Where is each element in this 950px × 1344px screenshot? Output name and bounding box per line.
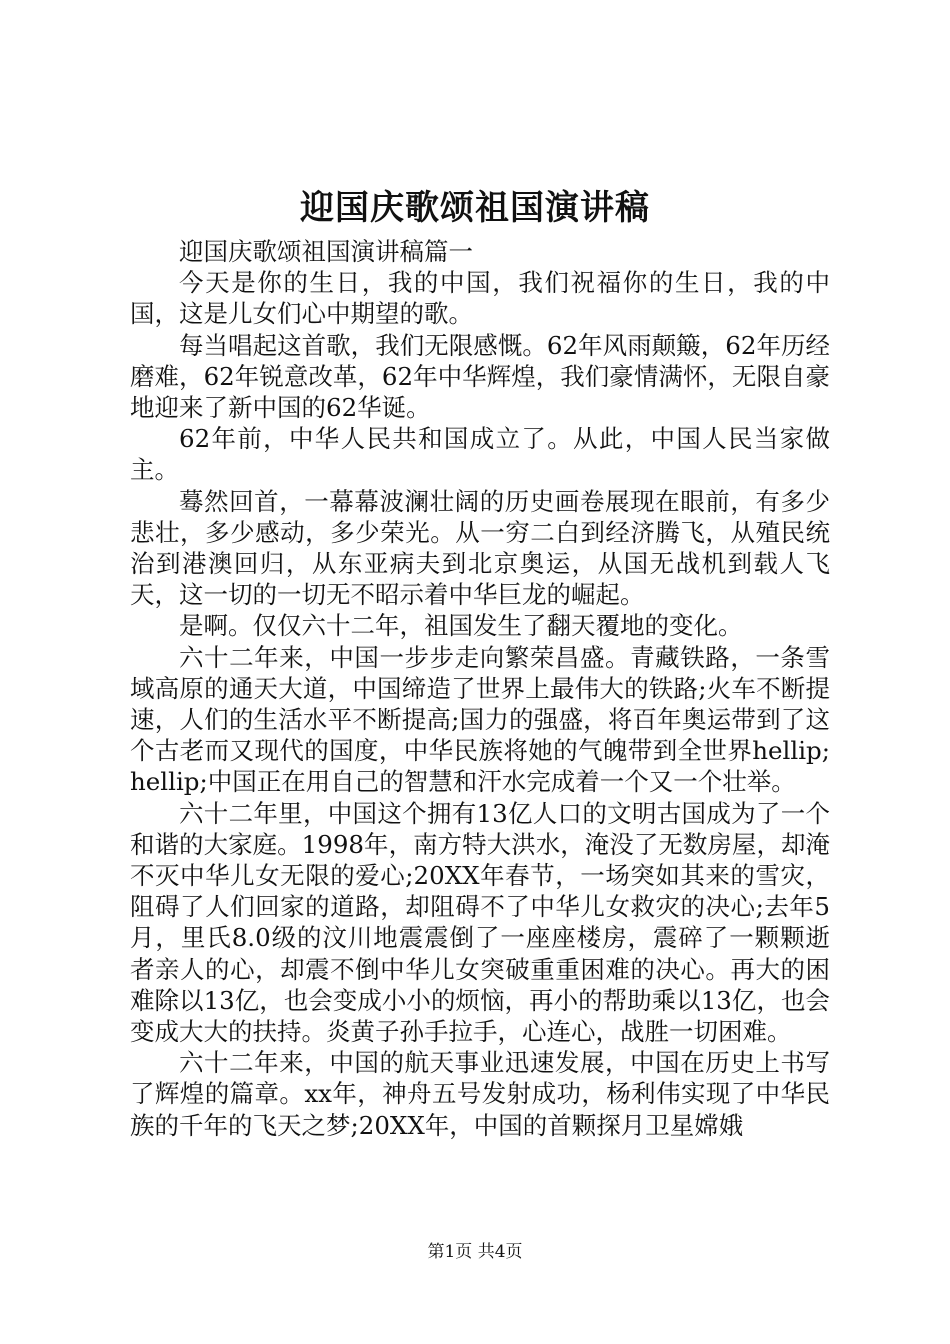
paragraph: 今天是你的生日，我的中国，我们祝福你的生日，我的中国，这是儿女们心中期望的歌。 (130, 268, 830, 329)
paragraph: 62年前，中华人民共和国成立了。从此，中国人民当家做主。 (130, 424, 830, 485)
document-title: 迎国庆歌颂祖国演讲稿 (300, 188, 650, 228)
paragraph: 蓦然回首，一幕幕波澜壮阔的历史画卷展现在眼前，有多少悲壮，多少感动，多少荣光。从一穷二白到经济腾飞，从殖民统治到港澳回归，从东亚病夫到北京奥运，从国无战机到载人飞天，这一切的一切无不昭示着中华巨龙的崛起。 (130, 486, 830, 610)
paragraph: 每当唱起这首歌，我们无限感慨。62年风雨颠簸，62年历经磨难，62年锐意改革，62年中华辉煌，我们豪情满怀，无限自豪地迎来了新中国的62华诞。 (130, 330, 830, 423)
page-number-footer: 第1页 共4页 (427, 1242, 523, 1262)
paragraph: 六十二年来，中国一步步走向繁荣昌盛。青藏铁路，一条雪域高原的通天大道，中国缔造了世界上最伟大的铁路;火车不断提速，人们的生活水平不断提高;国力的强盛，将百年奥运带到了这个古老而又现代的国度，中华民族将她的气魄带到全世界hellip;hellip;中国正在用自己的智慧和汗水完成着一个又一个壮举。 (130, 642, 830, 797)
paragraph: 六十二年来，中国的航天事业迅速发展，中国在历史上书写了辉煌的篇章。xx年，神舟五号发射成功，杨利伟实现了中华民族的千年的飞天之梦;20XX年，中国的首颗探月卫星嫦娥 (130, 1048, 830, 1140)
document-body (130, 236, 830, 1141)
section-heading: 迎国庆歌颂祖国演讲稿篇一 (179, 237, 473, 266)
paragraph: 六十二年里，中国这个拥有13亿人口的文明古国成为了一个和谐的大家庭。1998年，南方特大洪水，淹没了无数房屋，却淹不灭中华儿女无限的爱心;20XX年春节，一场突如其来的雪灾，阻碍了人们回家的道路，却阻碍不了中华儿女救灾的决心;去年5月，里氏8.0级的汶川地震震倒了一座座楼房，震碎了一颗颗逝者亲人的心，却震不倒中华儿女突破重重困难的决心。再大的困难除以13亿，也会变成小小的烦恼，再小的帮助乘以13亿，也会变成大大的扶持。炎黄子孙手拉手，心连心，战胜一切困难。 (130, 798, 830, 1047)
paragraph: 是啊。仅仅六十二年，祖国发生了翻天覆地的变化。 (179, 611, 743, 641)
